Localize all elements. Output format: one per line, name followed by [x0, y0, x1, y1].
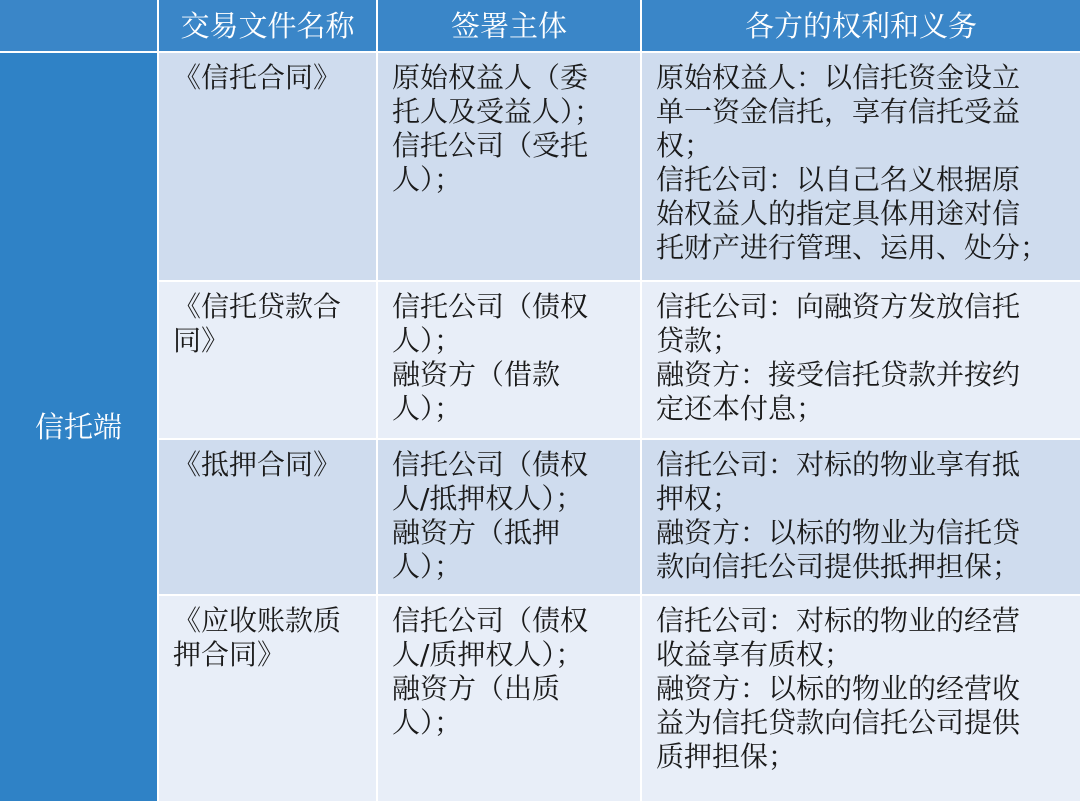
side-label-trust: 信托端 — [0, 53, 159, 803]
row-4-doc: 《应收账款质 押合同》 — [159, 596, 378, 803]
row-4-signer: 信托公司（债权 人/质押权人）； 融资方（出质 人）； — [378, 596, 642, 803]
header-signer: 签署主体 — [378, 0, 642, 53]
row-1-doc: 《信托合同》 — [159, 53, 378, 282]
row-3-rights: 信托公司：对标的物业享有抵 押权； 融资方：以标的物业为信托贷 款向信托公司提供抵押担保； — [642, 440, 1080, 596]
header-rights: 各方的权利和义务 — [642, 0, 1080, 53]
row-2-rights: 信托公司：向融资方发放信托 贷款； 融资方：接受信托贷款并按约 定还本付息； — [642, 282, 1080, 440]
row-2-doc: 《信托贷款合 同》 — [159, 282, 378, 440]
row-3-signer: 信托公司（债权 人/抵押权人）； 融资方（抵押 人）； — [378, 440, 642, 596]
header-doc-name: 交易文件名称 — [159, 0, 378, 53]
row-1-rights: 原始权益人：以信托资金设立 单一资金信托，享有信托受益 权； 信托公司：以自己名义根据原 始权益人的指定具体用途对信 托财产进行管理、运用、处分； — [642, 53, 1080, 282]
row-2-signer: 信托公司（债权 人）； 融资方（借款 人）； — [378, 282, 642, 440]
row-1-signer: 原始权益人（委 托人及受益人）； 信托公司（受托 人）； — [378, 53, 642, 282]
row-3-doc: 《抵押合同》 — [159, 440, 378, 596]
header-blank-cell — [0, 0, 159, 53]
row-4-rights: 信托公司：对标的物业的经营 收益享有质权； 融资方：以标的物业的经营收 益为信托贷款向信托公司提供 质押担保； — [642, 596, 1080, 803]
